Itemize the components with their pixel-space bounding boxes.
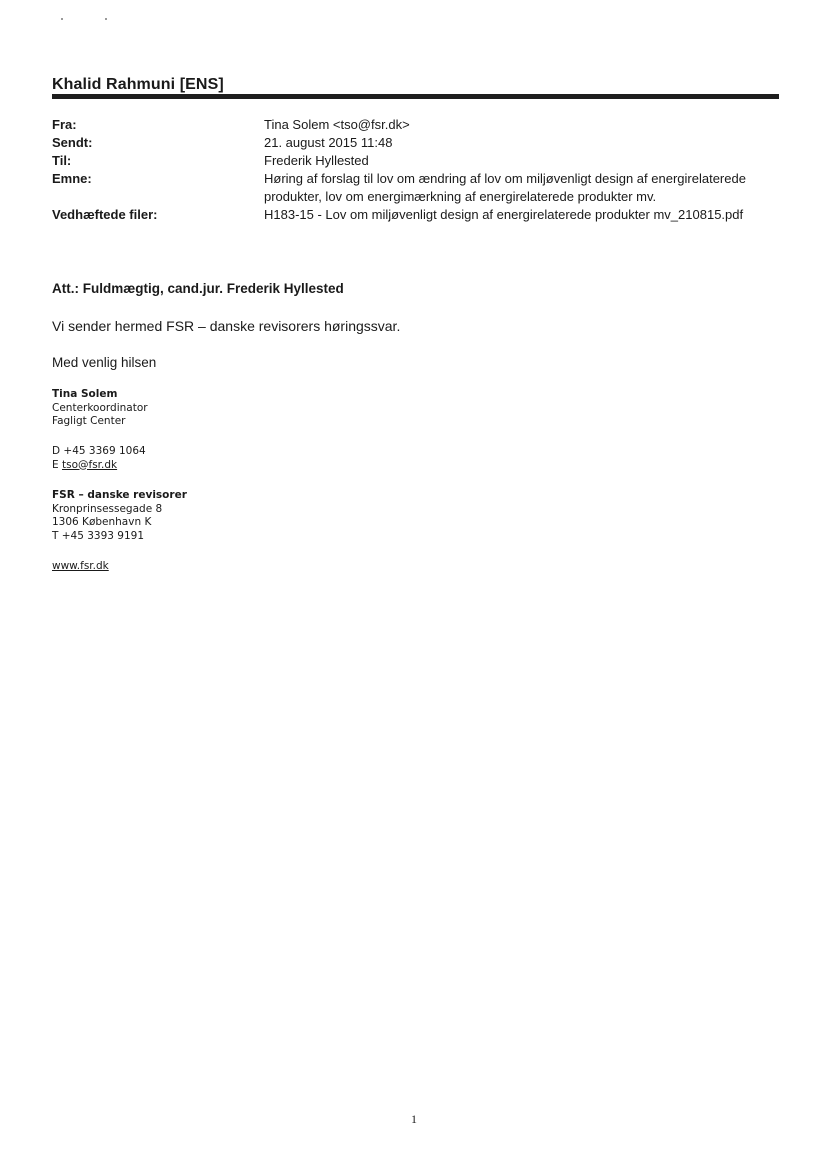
attention-line: Att.: Fuldmægtig, cand.jur. Frederik Hyllested bbox=[52, 281, 344, 296]
signature-email-prefix: E bbox=[52, 458, 62, 471]
signature-main-phone: T +45 3393 9191 bbox=[52, 529, 145, 542]
signature-contact bbox=[52, 445, 146, 472]
greeting: Med venlig hilsen bbox=[52, 355, 157, 370]
signature-org-name: FSR – danske revisorer bbox=[52, 489, 187, 501]
subject-value: Høring af forslag til lov om ændring af lov om miljøvenligt design af energirelaterede produkter, lov om energimærkning af energirelaterede produkter mv. bbox=[264, 171, 746, 204]
signature-email-link[interactable]: tso@fsr.dk bbox=[61, 458, 118, 471]
signature-city: 1306 København K bbox=[52, 516, 152, 528]
from-label: Fra: bbox=[52, 117, 77, 132]
signature-department: Fagligt Center bbox=[52, 415, 126, 427]
signature-name: Tina Solem bbox=[52, 388, 118, 400]
attachments-label: Vedhæftede filer: bbox=[52, 207, 158, 222]
header-row-attachments bbox=[52, 206, 782, 224]
signature-email-line bbox=[52, 459, 146, 473]
signature-title: Centerkoordinator bbox=[52, 401, 148, 414]
page-number: 1 bbox=[411, 1112, 417, 1126]
to-label: Til: bbox=[52, 153, 72, 168]
mailbox-owner-name: Khalid Rahmuni [ENS] bbox=[52, 76, 224, 93]
header-divider bbox=[52, 94, 779, 99]
sent-value: 21. august 2015 11:48 bbox=[264, 135, 393, 150]
signature-direct-phone: D +45 3369 1064 bbox=[52, 445, 146, 457]
header-row-from bbox=[52, 116, 782, 134]
scan-mark-2 bbox=[105, 18, 107, 20]
sent-label: Sendt: bbox=[52, 135, 93, 150]
header-row-sent bbox=[52, 134, 782, 152]
signature-organization bbox=[52, 489, 187, 543]
scan-mark-1 bbox=[61, 18, 63, 20]
to-value: Frederik Hyllested bbox=[264, 153, 369, 168]
signature-person bbox=[52, 388, 148, 429]
body-intro: Vi sender hermed FSR – danske revisorers høringssvar. bbox=[52, 318, 401, 334]
email-header-block bbox=[52, 116, 782, 224]
signature-website-link[interactable]: www.fsr.dk bbox=[52, 560, 109, 572]
from-value: Tina Solem <tso@fsr.dk> bbox=[264, 117, 410, 132]
attachment-filename: H183-15 - Lov om miljøvenligt design af energirelaterede produkter mv_210815.pdf bbox=[264, 207, 744, 222]
header-row-to bbox=[52, 152, 782, 170]
signature-street: Kronprinsessegade 8 bbox=[52, 502, 163, 515]
subject-label: Emne: bbox=[52, 171, 92, 186]
header-row-subject bbox=[52, 170, 782, 206]
